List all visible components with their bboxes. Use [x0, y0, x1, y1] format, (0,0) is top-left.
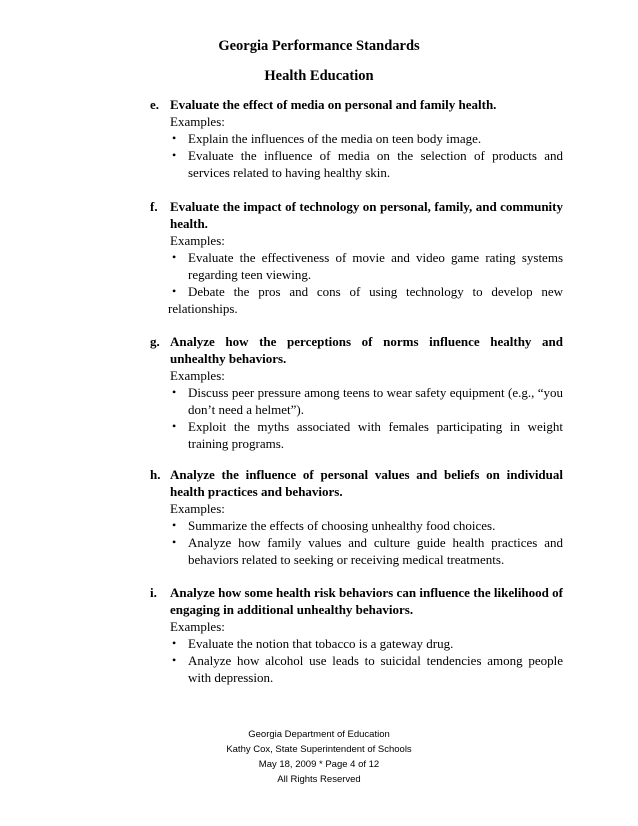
- footer-superintendent: Kathy Cox, State Superintendent of Schools: [226, 744, 412, 755]
- standard-heading-text: Analyze the influence of personal values and beliefs on individual health practices and behaviors.: [170, 467, 563, 499]
- example-item: [150, 384, 563, 418]
- bullet-icon: •: [172, 148, 177, 162]
- example-text: Analyze how family values and culture guide health practices and behaviors related to seeking or receiving medical treatments.: [188, 535, 563, 567]
- bullet-icon: •: [172, 636, 177, 650]
- example-text: Debate the pros and cons of using technology to develop new relationships.: [168, 284, 563, 316]
- example-text: Evaluate the notion that tobacco is a gateway drug.: [188, 636, 454, 651]
- example-text: Evaluate the effectiveness of movie and video game rating systems regarding teen viewing.: [188, 250, 563, 282]
- examples-label: Examples:: [170, 114, 225, 129]
- standard-e: [150, 96, 563, 181]
- standard-letter: i.: [150, 585, 157, 600]
- examples-label: Examples:: [170, 619, 225, 634]
- example-item: [150, 249, 563, 283]
- bullet-icon: •: [172, 419, 177, 433]
- standard-heading-text: Evaluate the impact of technology on personal, family, and community health.: [170, 199, 563, 231]
- example-text: Evaluate the influence of media on the selection of products and services related to having healthy skin.: [188, 148, 563, 180]
- standard-letter: h.: [150, 467, 161, 482]
- standard-h: [150, 466, 563, 568]
- example-item: [150, 418, 563, 452]
- example-text: Exploit the myths associated with females participating in weight training programs.: [188, 419, 563, 451]
- standard-i: [150, 584, 563, 686]
- footer-department: Georgia Department of Education: [248, 729, 390, 740]
- standard-heading: [150, 584, 563, 618]
- standard-heading: [150, 466, 563, 500]
- standard-g: [150, 333, 563, 452]
- page-footer: [0, 727, 638, 787]
- example-text: Summarize the effects of choosing unhealthy food choices.: [188, 518, 496, 533]
- example-item: [150, 652, 563, 686]
- bullet-icon: •: [172, 535, 177, 549]
- bullet-icon: •: [172, 518, 177, 532]
- example-text: Analyze how alcohol use leads to suicidal tendencies among people with depression.: [188, 653, 563, 685]
- example-item: [150, 283, 563, 317]
- example-item: [150, 147, 563, 181]
- examples-label: Examples:: [170, 233, 225, 248]
- standard-heading-text: Analyze how some health risk behaviors can influence the likelihood of engaging in additional unhealthy behaviors.: [170, 585, 563, 617]
- standard-heading: [150, 333, 563, 367]
- examples-label: Examples:: [170, 501, 225, 516]
- standard-heading-text: Evaluate the effect of media on personal and family health.: [170, 97, 497, 112]
- standard-heading: [150, 96, 563, 113]
- standard-heading-text: Analyze how the perceptions of norms influence healthy and unhealthy behaviors.: [170, 334, 563, 366]
- document-title: Georgia Performance Standards: [218, 38, 420, 54]
- standard-letter: g.: [150, 334, 160, 349]
- examples-label: Examples:: [170, 368, 225, 383]
- standard-letter: f.: [150, 199, 158, 214]
- standard-f: [150, 198, 563, 317]
- footer-rights: All Rights Reserved: [277, 774, 361, 785]
- example-text: Explain the influences of the media on teen body image.: [188, 131, 482, 146]
- standard-heading: [150, 198, 563, 232]
- standard-letter: e.: [150, 97, 160, 112]
- footer-date-page: May 18, 2009 * Page 4 of 12: [258, 759, 380, 770]
- document-subtitle: Health Education: [264, 68, 374, 84]
- example-item: [150, 534, 563, 568]
- example-text: Discuss peer pressure among teens to wear safety equipment (e.g., “you don’t need a helmet”).: [188, 385, 563, 417]
- example-item: [150, 517, 563, 534]
- bullet-icon: •: [172, 131, 177, 145]
- bullet-icon: •: [172, 284, 177, 298]
- bullet-icon: •: [172, 250, 177, 264]
- bullet-icon: •: [172, 653, 177, 667]
- bullet-icon: •: [172, 385, 177, 399]
- example-item: [150, 635, 563, 652]
- example-item: [150, 130, 563, 147]
